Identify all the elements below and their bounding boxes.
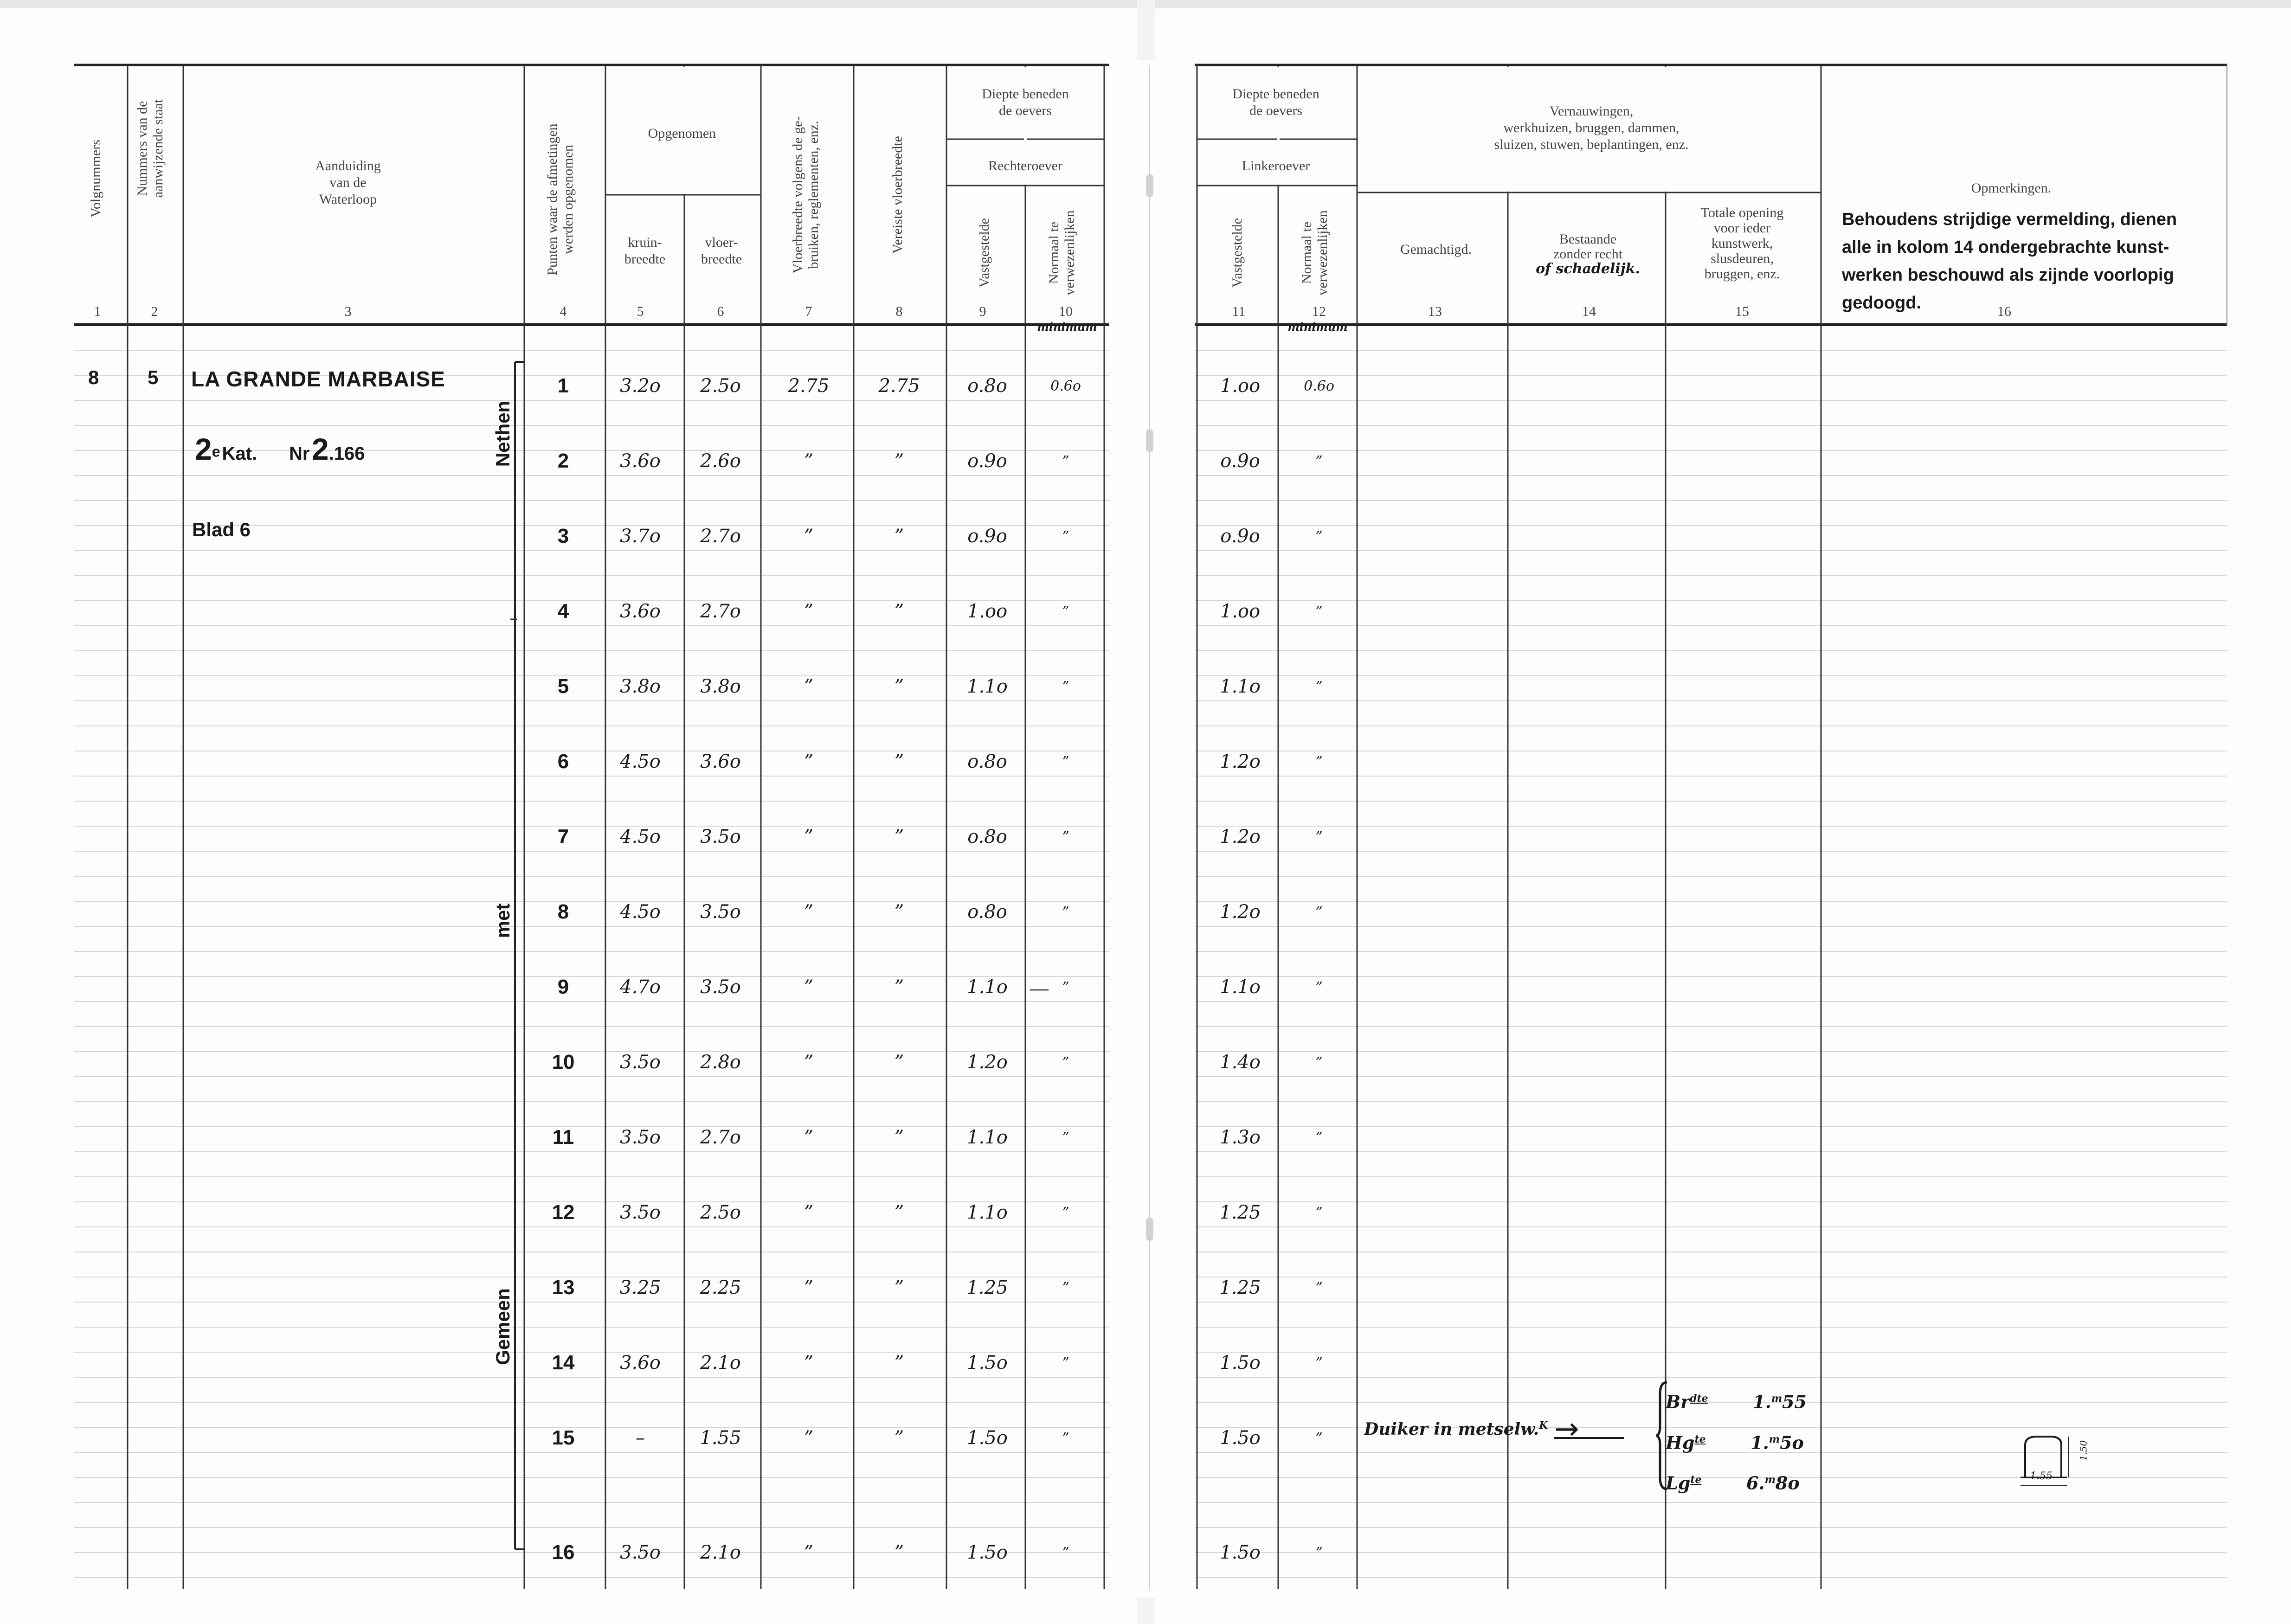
col4-header: Punten waar de afmetingen werden opgenomen bbox=[545, 123, 576, 276]
row-point: 13 bbox=[552, 1276, 575, 1299]
col10-header: Normaal te verwezenlijken bbox=[1046, 210, 1077, 295]
row-vloer: 2.6o bbox=[700, 450, 741, 472]
row-v8: ” bbox=[894, 1277, 904, 1298]
col15-header-line1: Totale opening bbox=[1700, 205, 1784, 220]
row-right-norm: ” bbox=[1062, 829, 1069, 845]
row-point: 7 bbox=[557, 825, 569, 848]
row-vloer: 2.8o bbox=[700, 1052, 741, 1073]
row-right-norm: ” bbox=[1062, 1130, 1069, 1146]
category-line bbox=[195, 431, 365, 467]
col2-header: Nummers van de aanwijzende staat bbox=[135, 99, 166, 198]
row-kruin: 4.5o bbox=[620, 901, 661, 923]
colnum-6: 6 bbox=[717, 304, 724, 319]
col1-header: Volgnummers bbox=[88, 140, 103, 218]
row-vloer: 2.1o bbox=[700, 1352, 741, 1374]
culvert-height-label: 1.50 bbox=[2078, 1440, 2089, 1461]
row-left-vast: 1.oo bbox=[1220, 601, 1261, 622]
row-left-norm: ” bbox=[1315, 1355, 1323, 1371]
row-right-norm: ” bbox=[1062, 1430, 1069, 1446]
col5-header-line2: breedte bbox=[624, 251, 666, 267]
dim-key-sup: te bbox=[1690, 1474, 1702, 1486]
row-left-vast: 1.3o bbox=[1220, 1127, 1261, 1148]
col12-header: Normaal te verwezenlijken bbox=[1299, 210, 1330, 295]
row-point: 6 bbox=[557, 750, 569, 773]
row-point: 8 bbox=[557, 900, 569, 923]
row-v8: ” bbox=[894, 901, 904, 923]
row-right-norm: ” bbox=[1062, 528, 1069, 545]
colnum-10: 10 bbox=[1059, 304, 1073, 319]
row-left-vast: 1.1o bbox=[1220, 976, 1261, 998]
colnum-11: 11 bbox=[1232, 304, 1246, 319]
row-v8: ” bbox=[894, 751, 904, 772]
row-point: 12 bbox=[552, 1201, 575, 1224]
row-point: 5 bbox=[557, 675, 569, 698]
gemeente-gemeen: Gemeen bbox=[492, 1288, 514, 1365]
row-v7: ” bbox=[804, 1352, 814, 1374]
row-right-vast: 1.1o bbox=[967, 676, 1008, 697]
kat-sup: e bbox=[212, 443, 220, 460]
row-vloer: 3.6o bbox=[700, 751, 741, 772]
row-left-vast: o.9o bbox=[1220, 450, 1260, 472]
colnum-7: 7 bbox=[805, 304, 812, 319]
row-v7: ” bbox=[804, 1277, 814, 1298]
row-v7: ” bbox=[804, 901, 814, 923]
dim-val-sup: m bbox=[1771, 1393, 1783, 1405]
duiker-label: Duiker in metselw. bbox=[1364, 1419, 1539, 1439]
row-right-vast: o.8o bbox=[967, 751, 1007, 772]
row-kruin: 4.7o bbox=[620, 976, 661, 998]
row-left-norm: ” bbox=[1315, 754, 1323, 770]
row-left-vast: 1.25 bbox=[1219, 1277, 1261, 1298]
blad-label: Blad 6 bbox=[192, 519, 251, 540]
row-v8: ” bbox=[894, 1542, 904, 1563]
col16-header: Opmerkingen. bbox=[1971, 180, 2052, 196]
row-right-norm: ” bbox=[1062, 1054, 1069, 1071]
row-point: 9 bbox=[557, 976, 569, 998]
col3-header bbox=[186, 158, 510, 208]
row-point: 4 bbox=[557, 600, 569, 623]
colnum-14: 14 bbox=[1582, 304, 1596, 319]
row-v8: ” bbox=[894, 976, 904, 998]
row-left-vast: o.9o bbox=[1220, 526, 1260, 547]
row-point: 14 bbox=[552, 1351, 575, 1374]
row-right-vast: 1.1o bbox=[967, 976, 1008, 998]
dim-val: 1. bbox=[1750, 1432, 1769, 1453]
row-left-norm: ” bbox=[1315, 1205, 1323, 1221]
row-kruin: 4.5o bbox=[620, 751, 661, 772]
nr-small: .166 bbox=[328, 443, 365, 464]
row-left-vast: 1.5o bbox=[1220, 1542, 1261, 1563]
row-v7: ” bbox=[804, 976, 814, 998]
row-v7: ” bbox=[804, 450, 814, 472]
row-kruin: 3.5o bbox=[620, 1542, 661, 1563]
col13-header: Gemachtigd. bbox=[1400, 242, 1472, 257]
row-point: 2 bbox=[557, 449, 569, 472]
remarks-line2: alle in kolom 14 ondergebrachte kunst- bbox=[1842, 238, 2169, 257]
col7-header: Vloerbreedte volgens de ge- bruiken, reglementen, enz. bbox=[790, 116, 821, 274]
diepte-left-line2: de oevers bbox=[1249, 103, 1303, 118]
row-point: 3 bbox=[557, 525, 569, 547]
dim-key-sup: te bbox=[1694, 1433, 1706, 1445]
row-kruin: 3.7o bbox=[620, 526, 661, 547]
col14-header-hand: of schadelijk. bbox=[1536, 261, 1640, 277]
row-point: 1 bbox=[557, 374, 569, 397]
row-point: 11 bbox=[552, 1126, 574, 1149]
col11-header: Vastgestelde bbox=[1229, 218, 1245, 288]
row-left-norm: ” bbox=[1315, 603, 1323, 620]
row-point: 10 bbox=[552, 1051, 575, 1073]
row-kruin: 3.5o bbox=[620, 1052, 661, 1073]
dim-val: 6. bbox=[1746, 1472, 1765, 1494]
row-vloer: 3.5o bbox=[700, 826, 741, 847]
row-right-vast: 1.5o bbox=[967, 1427, 1008, 1449]
diepte-left-header bbox=[1197, 86, 1355, 119]
dim-val-end: 55 bbox=[1782, 1391, 1807, 1412]
row-v7: ” bbox=[804, 826, 814, 847]
row-vloer: 3.8o bbox=[700, 676, 741, 697]
diepte-right-line1: Diepte beneden bbox=[982, 86, 1069, 102]
col15-header-line4: slusdeuren, bbox=[1711, 251, 1774, 266]
row-v8: ” bbox=[894, 1127, 904, 1148]
row-vloer: 2.1o bbox=[700, 1542, 741, 1563]
row-left-norm: ” bbox=[1315, 829, 1323, 845]
row-right-vast: 1.oo bbox=[967, 601, 1008, 622]
col6-header-line1: vloer- bbox=[705, 235, 738, 250]
row-right-vast: 1.5o bbox=[967, 1542, 1008, 1563]
duiker-dim-hoogte bbox=[1666, 1421, 1807, 1462]
row-vloer: 1.55 bbox=[700, 1427, 741, 1449]
row-right-vast: o.8o bbox=[967, 901, 1007, 923]
col9-header: Vastgestelde bbox=[977, 218, 992, 288]
colnum-9: 9 bbox=[979, 304, 986, 319]
duiker-brace-icon bbox=[1655, 1380, 1669, 1491]
volgnummer: 8 bbox=[88, 366, 99, 388]
colnum-12: 12 bbox=[1312, 304, 1326, 319]
col14-header bbox=[1510, 232, 1666, 276]
gemeente-met: met bbox=[492, 903, 514, 938]
row-right-vast: o.8o bbox=[967, 826, 1007, 847]
col8-header: Vereiste vloerbreedte bbox=[890, 135, 905, 254]
culvert-width-label: 1.55 bbox=[2030, 1470, 2053, 1482]
dim-val-sup: m bbox=[1769, 1433, 1780, 1445]
row-right-norm: ” bbox=[1062, 1355, 1069, 1371]
dim-key-sup: dte bbox=[1690, 1393, 1708, 1405]
row-kruin: – bbox=[636, 1427, 645, 1449]
row-right-norm: ” bbox=[1062, 1205, 1069, 1221]
colnum-8: 8 bbox=[895, 304, 903, 319]
row-right-norm: 0.6o bbox=[1050, 378, 1081, 394]
row-v8: ” bbox=[894, 450, 904, 472]
row-left-norm: ” bbox=[1315, 1545, 1323, 1561]
row-kruin: 3.5o bbox=[620, 1202, 661, 1223]
duiker-dim-breedte bbox=[1666, 1380, 1807, 1421]
colnum-13: 13 bbox=[1428, 304, 1442, 319]
row-point: 15 bbox=[552, 1426, 575, 1449]
duiker-dims bbox=[1666, 1380, 1807, 1502]
minimum-label-left: minimum bbox=[1287, 320, 1348, 334]
row-v7: ” bbox=[804, 751, 814, 772]
colnum-5: 5 bbox=[637, 304, 644, 319]
row-left-vast: 1.2o bbox=[1220, 751, 1261, 772]
row-left-norm: ” bbox=[1315, 1430, 1323, 1446]
vernauwingen-header bbox=[1359, 103, 1823, 153]
row-kruin: 3.6o bbox=[620, 601, 661, 622]
kat-num: 2 bbox=[195, 432, 212, 466]
row-kruin: 3.6o bbox=[620, 1352, 661, 1374]
dim-key: Hg bbox=[1666, 1432, 1695, 1453]
col15-header-line3: kunstwerk, bbox=[1711, 236, 1773, 251]
duiker-note bbox=[1364, 1419, 1548, 1439]
row-left-norm: ” bbox=[1315, 528, 1323, 545]
col5-header bbox=[608, 234, 682, 268]
remarks-line1: Behoudens strijdige vermelding, dienen bbox=[1842, 210, 2177, 229]
row-left-vast: 1.4o bbox=[1220, 1052, 1261, 1073]
colnum-16: 16 bbox=[1997, 304, 2011, 319]
row-v7: ” bbox=[804, 1202, 814, 1223]
row-v7: ” bbox=[804, 1542, 814, 1563]
row-vloer: 2.25 bbox=[700, 1277, 741, 1298]
dim-val: 1. bbox=[1753, 1391, 1771, 1412]
gemeente-nethen: Nethen bbox=[492, 400, 514, 467]
col6-header bbox=[684, 234, 759, 268]
row-v7: ” bbox=[804, 526, 814, 547]
row-point: 16 bbox=[552, 1541, 575, 1564]
row-right-vast: 1.1o bbox=[967, 1202, 1008, 1223]
row-right-norm: ” bbox=[1062, 979, 1069, 995]
row-right-vast: o.9o bbox=[967, 450, 1007, 472]
row-v8: ” bbox=[894, 826, 904, 847]
dim-key: Br bbox=[1666, 1391, 1690, 1412]
row-vloer: 3.5o bbox=[700, 976, 741, 998]
row-left-norm: ” bbox=[1315, 453, 1323, 469]
minimum-label-right: minimum bbox=[1037, 320, 1097, 334]
row-vloer: 2.7o bbox=[700, 601, 741, 622]
diepte-left-line1: Diepte beneden bbox=[1232, 86, 1319, 102]
row-v8: ” bbox=[894, 1202, 904, 1223]
row-vloer: 3.5o bbox=[700, 901, 741, 923]
row-right-vast: o.8o bbox=[967, 375, 1007, 397]
duiker-label-sup: K bbox=[1539, 1419, 1548, 1431]
row-v8: ” bbox=[894, 676, 904, 697]
row-v8: ” bbox=[894, 1052, 904, 1073]
dim-key: Lg bbox=[1666, 1472, 1691, 1494]
row-left-norm: ” bbox=[1315, 979, 1323, 995]
row-right-norm: ” bbox=[1062, 1280, 1069, 1296]
row-left-norm: ” bbox=[1315, 1130, 1323, 1146]
row-left-vast: 1.2o bbox=[1220, 901, 1261, 923]
row-right-norm: ” bbox=[1062, 1545, 1069, 1561]
duiker-arrow: → bbox=[1554, 1412, 1579, 1446]
row-v7: ” bbox=[804, 1127, 814, 1148]
col3-header-line3: Waterloop bbox=[319, 192, 377, 207]
row-right-norm: ” bbox=[1062, 453, 1069, 469]
remarks-line4: gedoogd. bbox=[1842, 293, 1921, 313]
diepte-right-header bbox=[946, 86, 1104, 119]
row-v7: 2.75 bbox=[788, 375, 830, 397]
row-left-vast: 1.2o bbox=[1220, 826, 1261, 847]
row-left-norm: ” bbox=[1315, 904, 1323, 920]
col3-header-line1: Aanduiding bbox=[315, 158, 381, 173]
dim-val-end: 8o bbox=[1775, 1472, 1800, 1494]
row-kruin: 3.8o bbox=[620, 676, 661, 697]
row-vloer: 2.5o bbox=[700, 375, 741, 397]
row-right-vast: 1.5o bbox=[967, 1352, 1008, 1374]
row-v7: ” bbox=[804, 1052, 814, 1073]
row-right-norm: ” bbox=[1062, 754, 1069, 770]
col14-header-line2: zonder recht bbox=[1553, 246, 1623, 262]
row-left-norm: ” bbox=[1315, 679, 1323, 695]
row-vloer: 2.7o bbox=[700, 1127, 741, 1148]
row-v8: ” bbox=[894, 601, 904, 622]
diepte-right-line2: de oevers bbox=[998, 103, 1052, 118]
col14-header-line1: Bestaande bbox=[1559, 231, 1617, 247]
row-right-vast: 1.25 bbox=[966, 1277, 1008, 1298]
row-right-norm: ” bbox=[1062, 679, 1069, 695]
duiker-dim-lengte bbox=[1666, 1461, 1807, 1502]
row-kruin: 4.5o bbox=[620, 826, 661, 847]
culvert-sketch-icon bbox=[2021, 1431, 2085, 1491]
row-left-vast: 1.5o bbox=[1220, 1427, 1261, 1449]
vernauwingen-line1: Vernauwingen, bbox=[1549, 103, 1634, 119]
col3-header-line2: van de bbox=[329, 175, 367, 190]
colnum-15: 15 bbox=[1735, 304, 1749, 319]
col15-header-line2: voor ieder bbox=[1713, 220, 1771, 236]
vernauwingen-line2: werkhuizen, bruggen, dammen, bbox=[1503, 120, 1680, 135]
row-kruin: 3.2o bbox=[620, 375, 661, 397]
staat-nummer: 5 bbox=[148, 366, 159, 388]
nr-big: 2 bbox=[311, 432, 329, 466]
kat-label: Kat. bbox=[222, 443, 257, 464]
row-left-norm: 0.6o bbox=[1304, 378, 1334, 394]
waterloop-name: LA GRANDE MARBAISE bbox=[191, 367, 445, 391]
row-right-norm: ” bbox=[1062, 603, 1069, 620]
row-right-vast: 1.1o bbox=[967, 1127, 1008, 1148]
row-v8: 2.75 bbox=[878, 375, 920, 397]
row-v7: ” bbox=[804, 601, 814, 622]
row-vloer: 2.7o bbox=[700, 526, 741, 547]
rechteroever-header: Rechteroever bbox=[988, 158, 1062, 173]
row-left-norm: ” bbox=[1315, 1054, 1323, 1071]
row-v8: ” bbox=[894, 526, 904, 547]
row-v7: ” bbox=[804, 1427, 814, 1449]
colnum-4: 4 bbox=[560, 304, 567, 319]
row-left-norm: ” bbox=[1315, 1280, 1323, 1296]
row-v8: ” bbox=[894, 1427, 904, 1449]
row-right-norm: ” bbox=[1062, 904, 1069, 920]
colnum-3: 3 bbox=[344, 304, 352, 319]
linkeroever-header: Linkeroever bbox=[1242, 158, 1310, 173]
remarks-text bbox=[1842, 205, 2213, 317]
row-v7: ” bbox=[804, 676, 814, 697]
col15-header bbox=[1666, 205, 1819, 282]
row-kruin: 3.6o bbox=[620, 450, 661, 472]
remarks-line3: werken beschouwd als zijnde voorlopig bbox=[1842, 265, 2174, 285]
row-kruin: 3.25 bbox=[619, 1277, 661, 1298]
col6-header-line2: breedte bbox=[701, 251, 742, 267]
nr-label: Nr bbox=[289, 443, 310, 464]
row-left-vast: 1.5o bbox=[1220, 1352, 1261, 1374]
row-vloer: 2.5o bbox=[700, 1202, 741, 1223]
colnum-2: 2 bbox=[151, 304, 158, 319]
row-kruin: 3.5o bbox=[620, 1127, 661, 1148]
opgenomen-header: Opgenomen bbox=[648, 126, 716, 141]
dim-val-sup: m bbox=[1764, 1474, 1776, 1486]
col5-header-line1: kruin- bbox=[628, 235, 662, 250]
row-left-vast: 1.1o bbox=[1220, 676, 1261, 697]
row-right-vast: o.9o bbox=[967, 526, 1007, 547]
colnum-1: 1 bbox=[94, 304, 101, 319]
vernauwingen-line3: sluizen, stuwen, beplantingen, enz. bbox=[1494, 137, 1689, 152]
row-left-vast: 1.25 bbox=[1219, 1202, 1261, 1223]
row-left-vast: 1.oo bbox=[1220, 375, 1261, 397]
row-right-vast: 1.2o bbox=[967, 1052, 1008, 1073]
col15-header-line5: bruggen, enz. bbox=[1704, 266, 1780, 282]
row-v8: ” bbox=[894, 1352, 904, 1374]
dim-val-end: 5o bbox=[1780, 1432, 1804, 1453]
